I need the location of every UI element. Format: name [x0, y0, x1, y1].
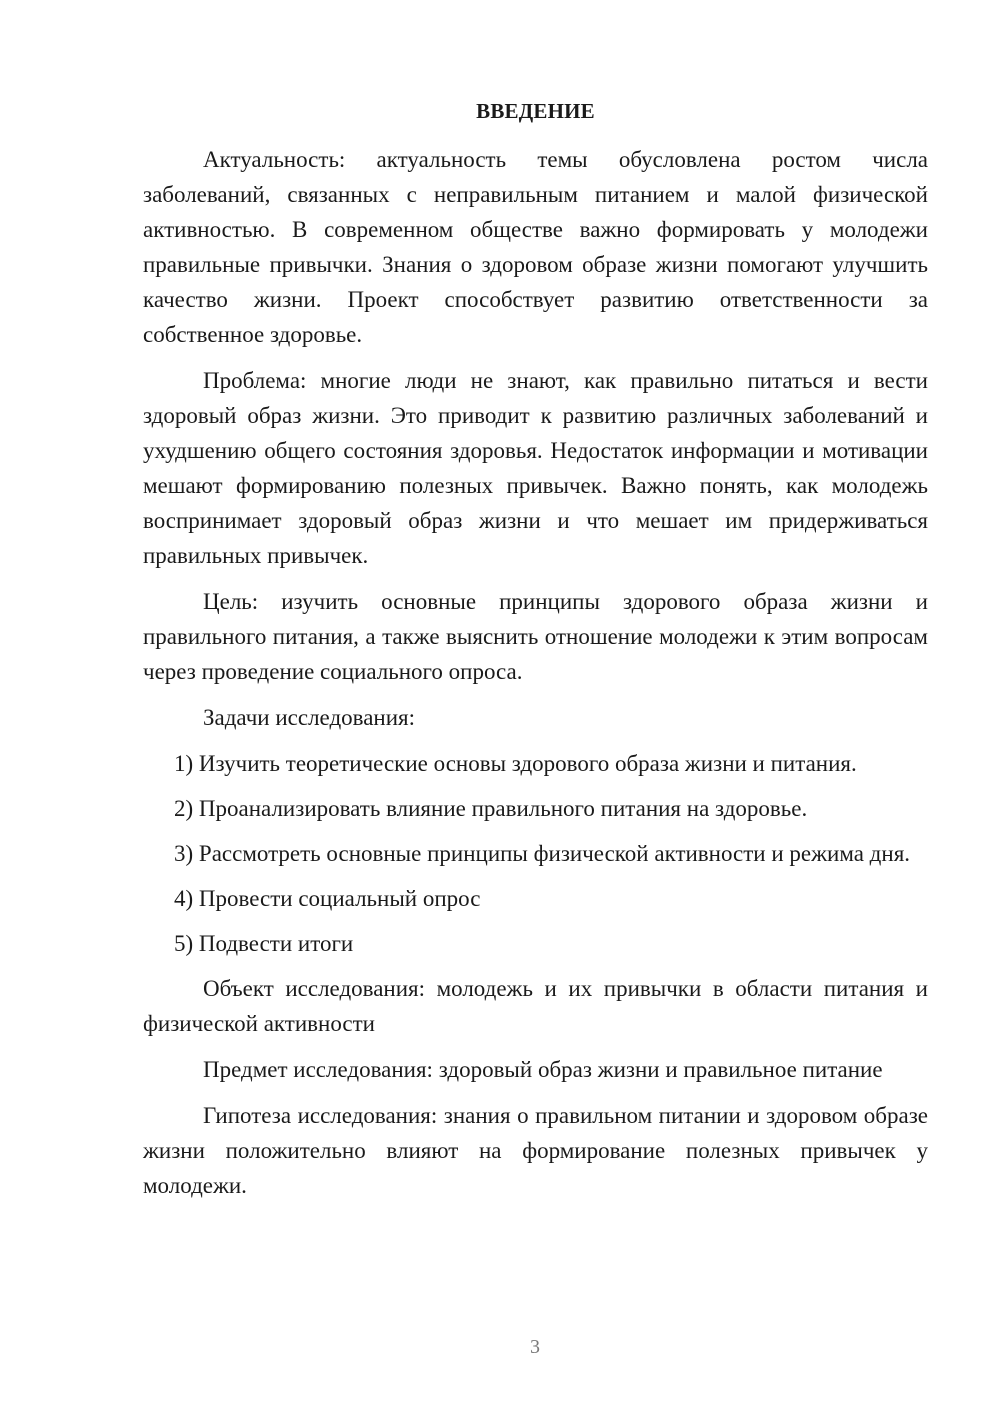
page-number: 3 — [530, 1336, 540, 1358]
task-item-4: 4) Провести социальный опрос — [174, 886, 481, 911]
relevance-paragraph: Актуальность: актуальность темы обусловлена ростом числа заболеваний, связанных с неправильным питанием и малой физической активностью. В современном обществе важно формировать у молодежи правильные привычки. Знания о здоровом образе жизни помогают улучшить качество жизни. Проект способствует развитию ответственности за собственное здоровье. — [143, 147, 928, 347]
task-item-3: 3) Рассмотреть основные принципы физической активности и режима дня. — [174, 841, 911, 866]
task-item-2: 2) Проанализировать влияние правильного питания на здоровье. — [174, 796, 808, 821]
task-item-5: 5) Подвести итоги — [174, 931, 354, 956]
task-item-1: 1) Изучить теоретические основы здорового образа жизни и питания. — [174, 751, 857, 776]
subject-paragraph: Предмет исследования: здоровый образ жизни и правильное питание — [203, 1057, 883, 1082]
page-title: ВВЕДЕНИЕ — [476, 99, 595, 123]
hypothesis-paragraph: Гипотеза исследования: знания о правильном питании и здоровом образе жизни положительно влияют на формирование полезных привычек у молодежи. — [143, 1103, 928, 1198]
problem-paragraph: Проблема: многие люди не знают, как правильно питаться и вести здоровый образ жизни. Это приводит к развитию различных заболеваний и ухудшению общего состояния здоровья. Недостаток информации и мотивации мешают формированию полезных привычек. Важно понять, как молодежь воспринимает здоровый образ жизни и что мешает им придерживаться правильных привычек. — [143, 368, 928, 568]
goal-paragraph: Цель: изучить основные принципы здорового образа жизни и правильного питания, а также выяснить отношение молодежи к этим вопросам через проведение социального опроса. — [143, 589, 928, 684]
tasks-heading: Задачи исследования: — [203, 705, 416, 730]
page-content — [143, 94, 928, 1214]
object-paragraph: Объект исследования: молодежь и их привычки в области питания и физической активности — [143, 976, 928, 1036]
